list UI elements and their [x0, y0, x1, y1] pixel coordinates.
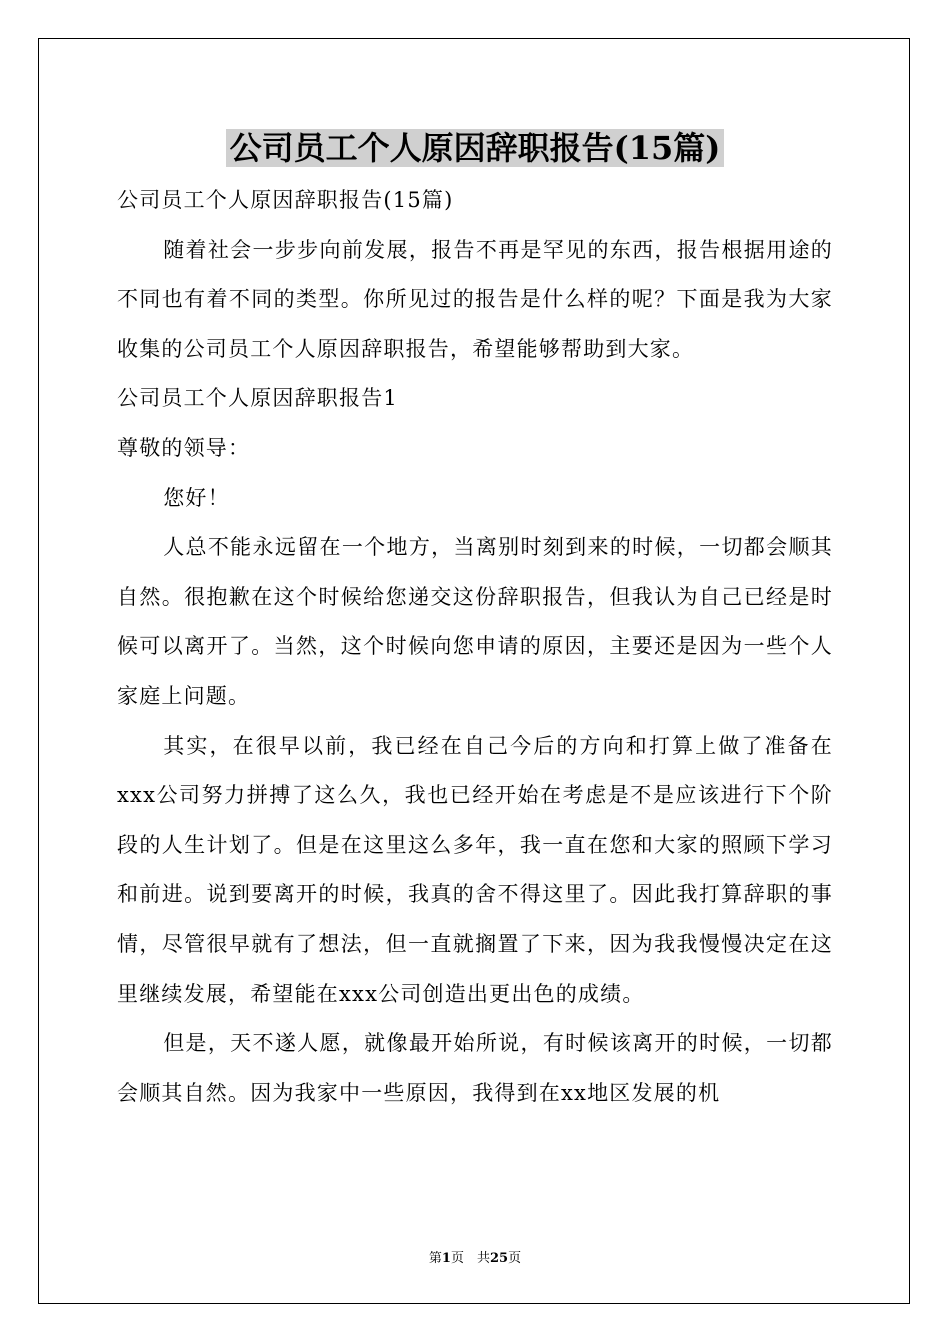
greeting: 您好！: [163, 485, 230, 510]
page-mid: 页 共: [450, 1251, 490, 1266]
page-current: 1: [441, 1251, 451, 1266]
section-heading: 公司员工个人原因辞职报告1: [117, 386, 398, 411]
document-subtitle: 公司员工个人原因辞职报告(15篇): [117, 188, 454, 212]
paragraph-body-1: 人总不能永远留在一个地方，当离别时刻到来的时候，一切都会顺其自然。很抱歉在这个时候给您递交这份辞职报告，但我认为自己已经是时候可以离开了。当然，这个时候向您申请的原因，主要还是因为一些个人家庭上问题。: [117, 535, 833, 708]
page-total: 25: [489, 1251, 509, 1266]
salutation: 尊敬的领导：: [117, 435, 251, 460]
page-prefix: 第: [428, 1251, 442, 1266]
document-title: [0, 124, 950, 172]
paragraph-body-3: 但是，天不遂人愿，就像最开始所说，有时候该离开的时候，一切都会顺其自然。因为我家中一些原因，我得到在xx地区发展的机: [117, 1031, 833, 1105]
paragraph-intro: 随着社会一步步向前发展，报告不再是罕见的东西，报告根据用途的不同也有着不同的类型。你所见过的报告是什么样的呢？下面是我为大家收集的公司员工个人原因辞职报告，希望能够帮助到大家。: [117, 237, 833, 361]
page-suffix: 页: [508, 1251, 522, 1266]
page-footer: [0, 1247, 950, 1266]
paragraph-body-2: 其实，在很早以前，我已经在自己今后的方向和打算上做了准备在xxx公司努力拼搏了这么久，我也已经开始在考虑是不是应该进行下个阶段的人生计划了。但是在这里这么多年，我一直在您和大家的照顾下学习和前进。说到要离开的时候，我真的舍不得这里了。因此我打算辞职的事情，尽管很早就有了想法，但一直就搁置了下来，因为我我慢慢决定在这里继续发展，希望能在xxx公司创造出更出色的成绩。: [117, 733, 833, 1006]
document-body: [117, 176, 833, 1118]
document-title-text: 公司员工个人原因辞职报告(15篇): [226, 129, 725, 167]
